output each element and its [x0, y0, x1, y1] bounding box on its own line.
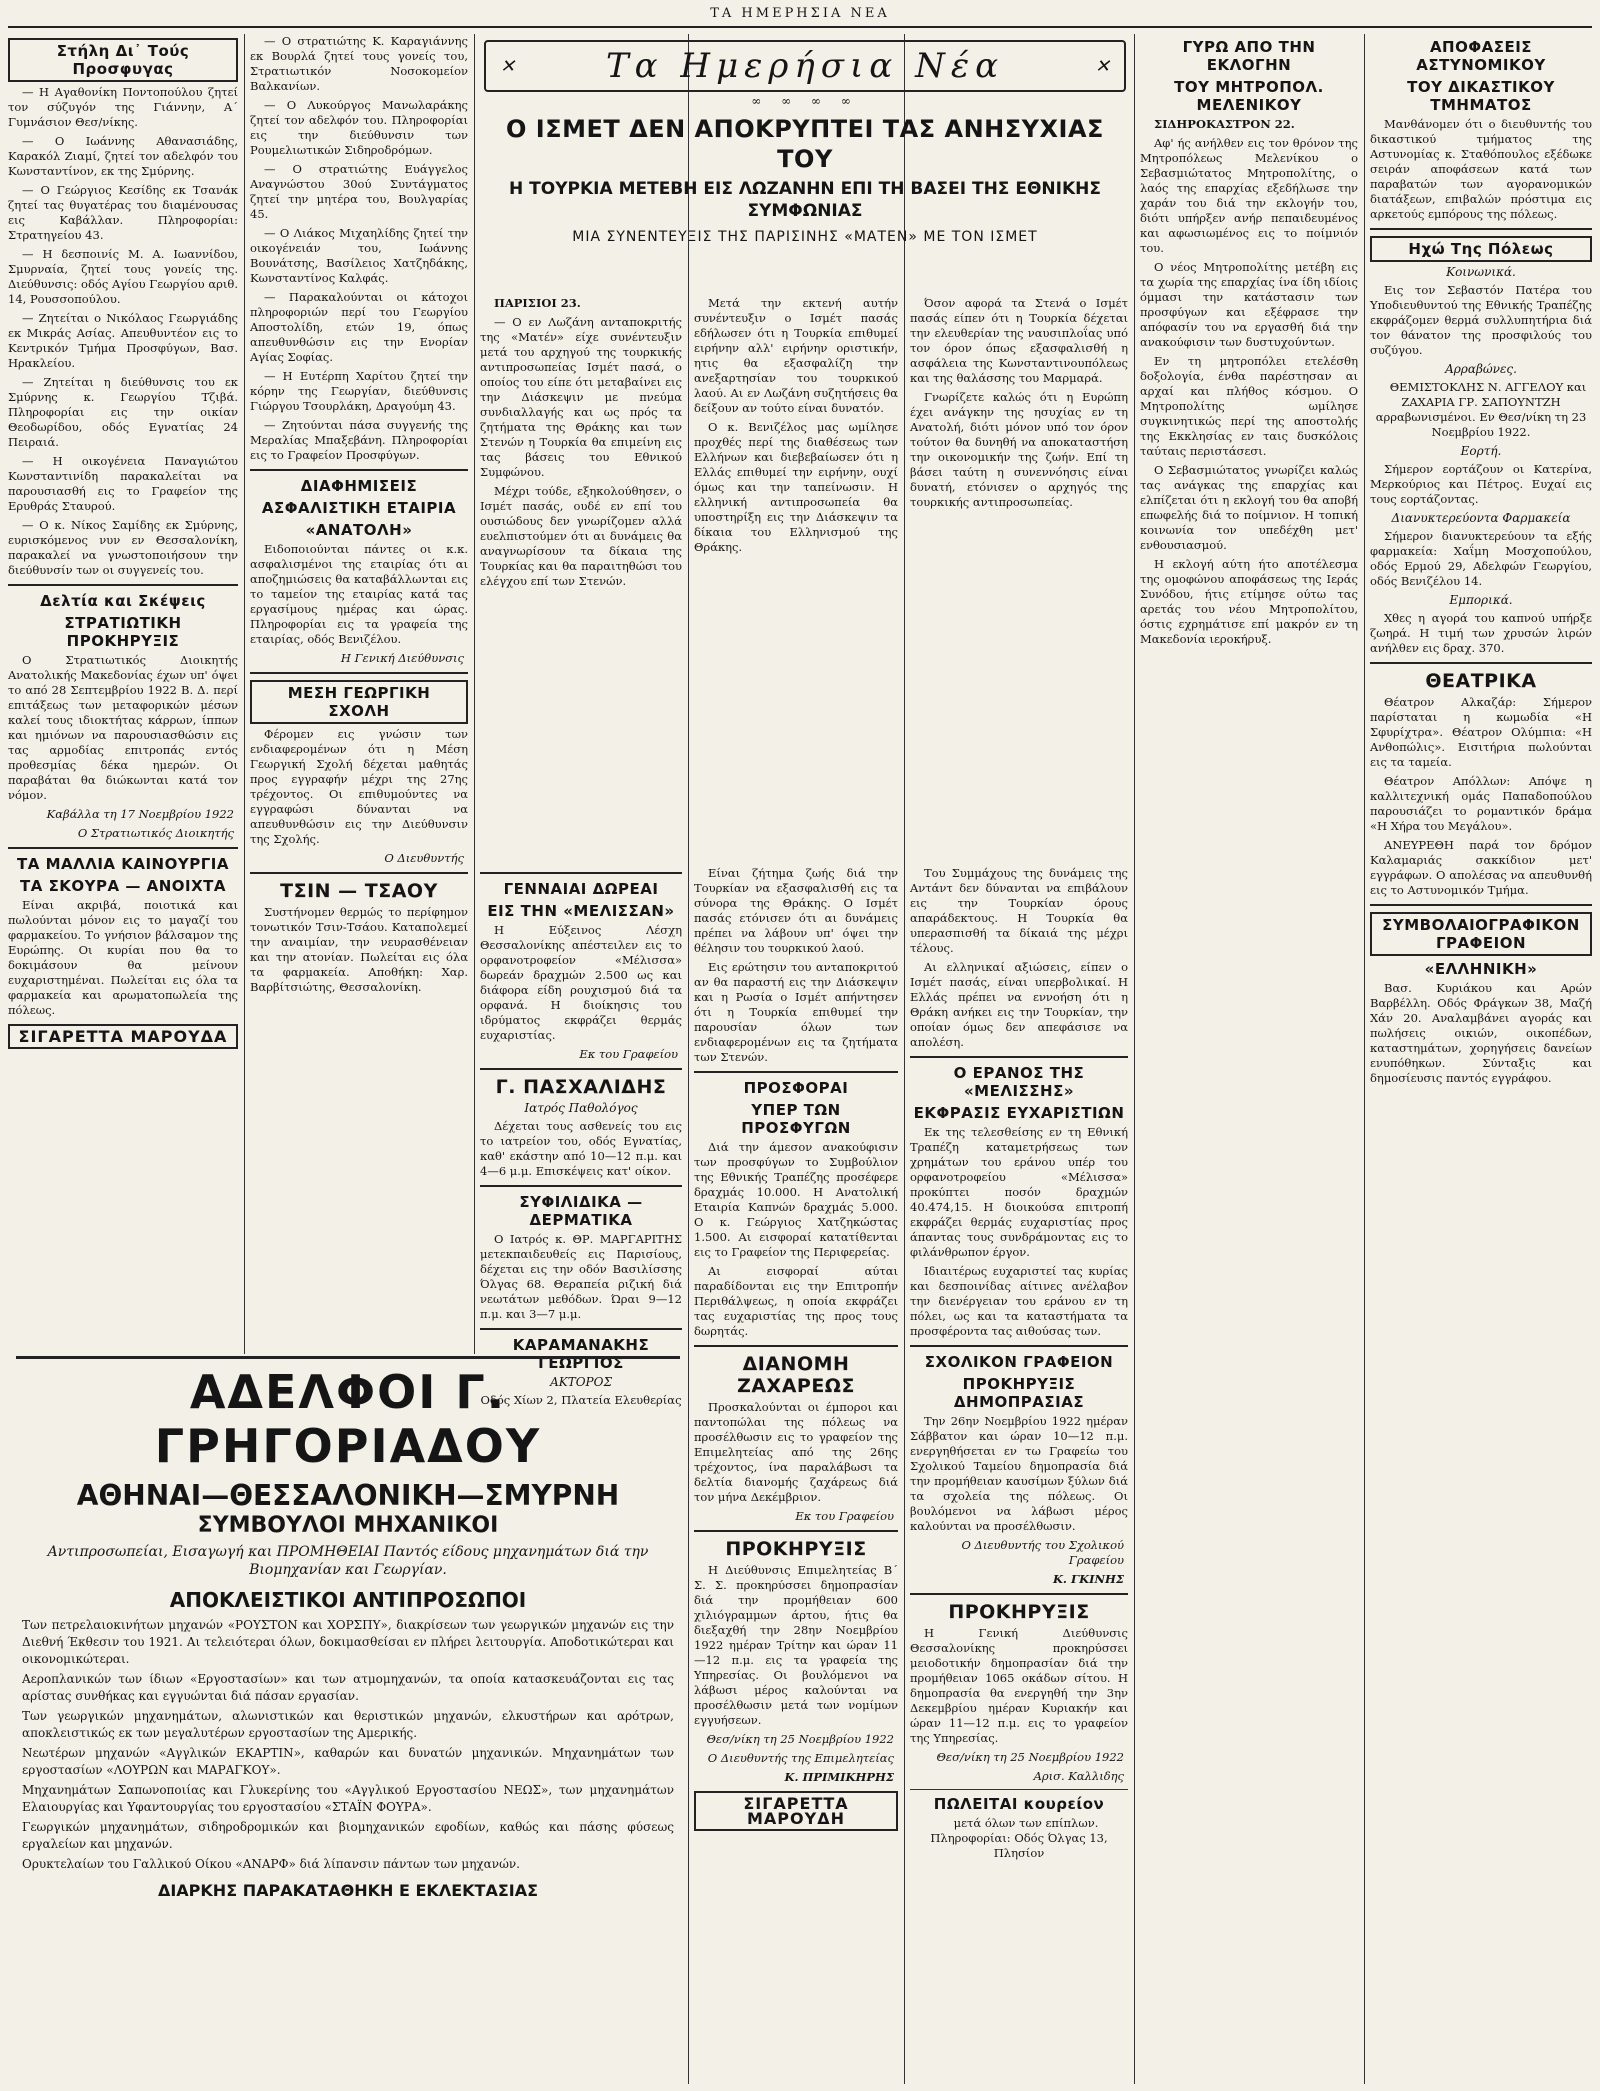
divider: [910, 1056, 1128, 1058]
article-paragraph: Χθες η αγορά του καπνού υπήρξε ζωηρά. Η τιμή των χρυσών λιρών ανήλθεν εις δραχ. 370.: [1370, 611, 1592, 655]
ornament-icon: ✕: [1094, 56, 1110, 77]
section-heading: ΠΡΟΣΦΟΡΑΙ: [743, 1079, 849, 1097]
article-paragraph: ΑΝΕΥΡΕΘΗ παρά τον δρόμον Καλαμαριάς σακκίδιον μετ' εγγράφων. Ο απολέσας να απευθυνθή εις το Αστυνομικόν Τμήμα.: [1370, 838, 1592, 897]
section-heading: ΣΥΜΒΟΛΑΙΟΓΡΑΦΙΚΟΝ ΓΡΑΦΕΙΟΝ: [1370, 912, 1592, 956]
divider: [480, 1328, 682, 1330]
notice: — Ζητείται ο Νικόλαος Γεωργιάδης εκ Μικράς Ασίας. Απευθυντέον εις το Κεντρικόν Τμήμα Προσφύγων, Βασ. Ηρακλείου.: [8, 311, 238, 370]
article-paragraph: — Ο εν Λωζάνη ανταποκριτής της «Ματέν» είχε συνέντευξιν μετά του αρχηγού της τουρκικής αντιπροσωπείας Ισμέτ πασά, ο οποίος του είπε ότι μεταβαίνει εις την Διάσκεψιν με πνεύμα συνδιαλλαγής και ως πρός τα ζητήματα της Θράκης και των Στενών η Τουρκία θα επιμείνη εις τας βάσεις του Εθνικού Συμφώνου.: [480, 315, 682, 479]
main-subheadline: Η ΤΟΥΡΚΙΑ ΜΕΤΕΒΗ ΕΙΣ ΛΩΖΑΝΗΝ ΕΠΙ ΤΗ ΒΑΣΕΙ ΤΗΣ ΕΘΝΙΚΗΣ ΣΥΜΦΩΝΙΑΣ: [509, 179, 1101, 221]
advert-text: Δέχεται τους ασθενείς του εις το ιατρείον του, οδός Εγνατίας, καθ' εκάστην από 10—12 π.μ. και 4—6 μ.μ. Επισκέψεις κατ' οίκον.: [480, 1119, 682, 1178]
column-5-lower: [910, 866, 1128, 2076]
signature: Ο Διευθυντής: [384, 851, 464, 865]
section-heading: «ΑΝΑΤΟΛΗ»: [305, 521, 413, 539]
divider: [480, 872, 682, 874]
divider: [694, 1530, 898, 1532]
section-heading: ΑΣΦΑΛΙΣΤΙΚΗ ΕΤΑΙΡΙΑ: [261, 499, 457, 517]
article-paragraph: Εις τον Σεβαστόν Πατέρα του Υποδιευθυντού της Εθνικής Τραπέζης εκφράζομεν θερμά συλλυπητήρια διά τον θάνατον της προσφιλούς του συζύγου.: [1370, 283, 1592, 357]
article-paragraph: Μετά την εκτενή αυτήν συνέντευξιν ο Ισμέτ πασάς εδήλωσεν ότι η Τουρκία επιθυμεί ειρήνην αλλ' ειρήνην οριστικήν, ητις θα εξασφαλίζη την ανεξαρτησίαν του τουρκικού λαού. Αι εν Λωζάνη συζητήσεις θα δείξουν αν τούτο είναι δυνατόν.: [694, 296, 898, 415]
article-paragraph: Θέατρον Αλκαζάρ: Σήμερον παρίσταται η κωμωδία «Η Σφυρίχτρα». Θέατρον Ολύμπια: «Η Ανθοπώλις». Εισιτήρια πωλούνται εις τα ταμεία.: [1370, 695, 1592, 769]
signature: Ο Διευθυντής του Σχολικού Γραφείου: [961, 1538, 1124, 1567]
subheading: Εμπορικά.: [1449, 593, 1513, 607]
article-paragraph: Ο νέος Μητροπολίτης μετέβη εις τα χωρία της επαρχίας ίνα ίδη ιδίοις όμμασι την κατάστασιν των προσφύγων και εξέφρασε την απόφασίν του να εργασθή διά την ανακούφισιν των δυστυχούντων.: [1140, 260, 1358, 349]
section-heading: ΤΟΥ ΔΙΚΑΣΤΙΚΟΥ ΤΜΗΜΑΤΟΣ: [1407, 78, 1555, 114]
section-heading: ΕΙΣ ΤΗΝ «ΜΕΛΙΣΣΑΝ»: [487, 902, 675, 920]
notice: — Ο στρατιώτης Κ. Καραγιάννης εκ Βουρλά ζητεί τους γονείς του, Στρατιωτικόν Νοσοκομείον Βαλκανίων.: [250, 34, 468, 93]
signature: Η Γενική Διεύθυνσις: [340, 651, 464, 665]
article-paragraph: Όσον αφορά τα Στενά ο Ισμέτ πασάς είπεν ότι η Τουρκία δέχεται την ελευθερίαν της ναυσιπλοΐας υπό τον όρον όπως εξασφαλισθή η ασφάλεια της Κωνσταντινουπόλεως και της θαλάσσης του Μαρμαρά.: [910, 296, 1128, 385]
signature: Αρισ. Καλλιδης: [1033, 1769, 1124, 1783]
article-paragraph: Διά την άμεσον ανακούφισιν των προσφύγων το Συμβούλιον της Εθνικής Τραπέζης προσέφερε δραχμάς 10.000. Η Ανατολική Εταιρία Καπνών δραχμάς 5.000. Ο κ. Γεώργιος Χατζηκώστας 1.500. Αι εισφοραί κατατίθενται εις το Γραφείον της Περιφερείας.: [694, 1140, 898, 1259]
section-heading: ΣΧΟΛΙΚΟΝ ΓΡΑΦΕΙΟΝ: [924, 1353, 1114, 1371]
section-heading: ΤΣΙΝ — ΤΣΑΟΥ: [280, 880, 438, 902]
article-paragraph: Μέχρι τούδε, εξηκολούθησεν, ο Ισμέτ πασάς, ουδέ εν επί του ουσιώδους δεν γνωρίζομεν αλλά ευελπιστούμεν ότι αι δυνάμεις θα αναγνωρίσουν τα δίκαια της Τουρκίας και θα παραιτηθώσι του ελέγχου επί των Στενών.: [480, 484, 682, 588]
top-ribbon: [8, 6, 1592, 28]
divider: [1370, 904, 1592, 906]
column-rule: [244, 34, 245, 1354]
article-paragraph: Η εκλογή αύτη ήτο αποτέλεσμα της ομοφώνου αποφάσεως της Ιεράς Συνόδου, ήτις ετίμησε ούτω τας αρετάς του νέου Μητροπολίτου, όστις εχρημάτισε επί μακρόν εν τη Μακεδονία ιεροκήρυξ.: [1140, 557, 1358, 646]
article-paragraph: Η Γενική Διεύθυνσις Θεσσαλονίκης προκηρύσσει μειοδοτικήν δημοπρασίαν διά την προμήθειαν 1065 οκάδων σίτου. Η δημοπρασία θα ενεργηθή την 3ην Δεκεμβρίου ημέραν Κυριακήν και ώραν 11—12 π.μ. εις το γραφείον της Υπηρεσίας.: [910, 1626, 1128, 1745]
article-paragraph: Αι εισφοραί αύται παραδίδονται εις την Επιτροπήν Περιθάλψεως, η οποία εκφράζει τας ευχαριστίας της προς τους δωρητάς.: [694, 1264, 898, 1338]
newspaper-page: [8, 6, 1592, 2085]
divider: [8, 584, 238, 586]
column-rule: [1364, 34, 1365, 2084]
main-headline: Ο ΙΣΜΕΤ ΔΕΝ ΑΠΟΚΡΥΠΤΕΙ ΤΑΣ ΑΝΗΣΥΧΙΑΣ ΤΟΥ: [506, 115, 1104, 173]
ad-subtitle: ΣΥΜΒΟΥΛΟΙ ΜΗΧΑΝΙΚΟΙ: [197, 1513, 499, 1538]
divider: [8, 847, 238, 849]
signature: Ο Διευθυντής της Επιμελητείας: [707, 1751, 894, 1765]
notice: — Η δεσποινίς Μ. Α. Ιωαννίδου, Σμυρναία, ζητεί τους γονείς της. Διεύθυνσις: οδός Αγίου Γεωργίου αριθ. 14, Ρουσσοπούλου.: [8, 247, 238, 306]
signature: Κ. ΠΡΙΜΙΚΗΡΗΣ: [784, 1770, 894, 1784]
article-paragraph: Η Εύξεινος Λέσχη Θεσσαλονίκης απέστειλεν εις το ορφανοτροφείον «Μέλισσα» δωρεάν δραχμών 2.500 ως και διάφορα είδη ρουχισμού διά τα ορφανά. Η διοίκησις του ιδρύματος εκφράζει θερμάς ευχαριστίας.: [480, 923, 682, 1042]
section-heading: ΣΤΡΑΤΙΩΤΙΚΗ ΠΡΟΚΗΡΥΞΙΣ: [64, 614, 182, 650]
main-headline-block: [484, 114, 1126, 246]
article-paragraph: Γνωρίζετε καλώς ότι η Ευρώπη έχει ανάγκην της ησυχίας εν τη Ανατολή, διότι μόνον υπό τον όρον τούτον θα δυνηθή να αποκαταστήση την οικονομικήν της ζωήν. Επί τη βάσει ταύτη η συνεννόησις είναι δυνατή, ετόνισεν ο αρχηγός της τουρκικής αντιπροσωπείας.: [910, 390, 1128, 509]
list-item: Γεωργικών μηχανημάτων, σιδηροδρομικών και βιομηχανικών εφοδίων, καθώς και πάσης φύσεως εργαλείων και μηχανών.: [22, 1820, 674, 1851]
divider: [694, 1345, 898, 1347]
column-7: [1370, 34, 1592, 2084]
ad-line: Αντιπροσωπείαι, Εισαγωγή και ΠΡΟΜΗΘΕΙΑΙ Παντός είδους μηχανημάτων διά την Βιομηχανίαν και Γεωργίαν.: [47, 1544, 649, 1578]
section-heading: Γ. ΠΑΣΧΑΛΙΔΗΣ: [495, 1076, 667, 1098]
signature: Θεσ/νίκη τη 25 Νοεμβρίου 1922: [706, 1732, 894, 1746]
divider: [250, 872, 468, 874]
section-heading: ΠΡΟΚΗΡΥΞΙΣ ΔΗΜΟΠΡΑΣΙΑΣ: [953, 1375, 1085, 1411]
section-heading: ΚΑΡΑΜΑΝΑΚΗΣ ΓΕΩΡΓΙΟΣ: [512, 1336, 650, 1372]
divider: [480, 1068, 682, 1070]
article-paragraph: Εκ της τελεσθείσης εν τη Εθνική Τραπέζη καταμετρήσεως των χρημάτων του εράνου υπέρ του ορφανοτροφείου «Μέλισσα» προκύπτει ποσόν δραχμών 40.474,15. Η διοικούσα επιτροπή εκφράζει θερμάς ευχαριστίας προς άπαντας τους συνδράμοντας εις το φιλάνθρωπον έργον.: [910, 1125, 1128, 1259]
column-3-lower: [480, 866, 682, 1407]
notice: — Η Ευτέρπη Χαρίτου ζητεί την κόρην της Γεωργίαν, διεύθυνσις Γιώργου Τσουρλάκη, Δραγούμη 43.: [250, 369, 468, 413]
article-paragraph: Αι ελληνικαί αξιώσεις, είπεν ο Ισμέτ πασάς, είναι υπερβολικαί. Η Ελλάς πρέπει να εννοήση ότι η Θράκη ανήκει εις την Τουρκίαν, την οποίαν όμως δεν απεφάσισε να απολέση.: [910, 960, 1128, 1049]
dateline: ΣΙΔΗΡΟΚΑΣΤΡΟΝ 22.: [1154, 117, 1295, 131]
section-heading: ΓΕΝΝΑΙΑΙ ΔΩΡΕΑΙ: [503, 880, 659, 898]
article-paragraph: Ιδιαιτέρως ευχαριστεί τας κυρίας και δεσποινίδας αίτινες ανέλαβον την διενέργειαν του εράνου εν τη πόλει, ως και τα καταστήματα τα προσφέροντα τας αιθούσας των.: [910, 1264, 1128, 1338]
signature: Εκ του Γραφείου: [795, 1509, 894, 1523]
column-rule: [1134, 34, 1135, 2084]
divider: [694, 1071, 898, 1073]
section-heading: Δελτία και Σκέψεις: [40, 592, 206, 610]
notice: — Ο Ιωάννης Αθανασιάδης, Καρακόλ Ζιαμί, ζητεί τον αδελφόν του Κωνσταντίνον, εκ της Σμύρνης.: [8, 134, 238, 178]
notice: — Ο στρατιώτης Ευάγγελος Αναγνώστου 30ού Συντάγματος ζητεί την μητέρα του, Βουλγαρίας 45.: [250, 162, 468, 221]
article-paragraph: Είναι ζήτημα ζωής διά την Τουρκίαν να εξασφαλισθή εις τα σύνορα της Θράκης. Ο Ισμέτ πασάς ετόνισεν ότι αι δυνάμεις πρέπει να λάβουν υπ' όψει την θέλησιν του τουρκικού λαού.: [694, 866, 898, 955]
divider: [910, 1789, 1128, 1790]
notice: — Η οικογένεια Παναγιώτου Κωνσταντινίδη παρακαλείται να παρουσιασθή εις το Γραφείον της Ερυθράς Σταυρού.: [8, 454, 238, 513]
advert-text: Φέρομεν εις γνώσιν των ενδιαφερομένων ότι η Μέση Γεωργική Σχολή δέχεται μαθητάς προς εγγραφήν μέχρι της 27ης τρέχοντος. Οι επιθυμούντες να εγγραφώσι δύνανται να απευθυνθώσιν εις την Διεύθυνσιν της Σχολής.: [250, 727, 468, 846]
section-heading: Ηχώ Της Πόλεως: [1370, 236, 1592, 262]
section-heading: ΘΕΑΤΡΙΚΑ: [1425, 670, 1537, 692]
masthead-decoration: ∞ ∞ ∞ ∞: [751, 94, 859, 108]
divider: [910, 1593, 1128, 1595]
main-deck: ΜΙΑ ΣΥΝΕΝΤΕΥΞΙΣ ΤΗΣ ΠΑΡΙΣΙΝΗΣ «ΜΑΤΕΝ» ΜΕ ΤΟΝ ΙΣΜΕΤ: [572, 229, 1038, 245]
notice: — Η Αγαθονίκη Ποντοπούλου ζητεί τον σύζυγόν της Γιάννην, Α΄ Γυμνάσιον Θεσ/νίκης.: [8, 85, 238, 129]
article-paragraph: Εν τη μητροπόλει ετελέσθη δοξολογία, ένθα παρέστησαν αι αρχαί και πλήθος κόσμου. Ο Μητροπολίτης ωμίλησε συγκινητικώς περί της αποστολής της Εκκλησίας εν ταις δυσκόλοις ταύταις περιστάσεσι.: [1140, 354, 1358, 458]
advert-text: μετά όλων των επίπλων. Πληροφορίαι: Οδός Όλγας 13, Πλησίον: [930, 1816, 1108, 1860]
main-article-col-b: [694, 296, 898, 856]
article-paragraph: Ο Στρατιωτικός Διοικητής Ανατολικής Μακεδονίας έχων υπ' όψει το από 28 Σεπτεμβρίου 1922 Β. Δ. περί επιτάξεως των μεταφορικών μέσων καλεί τους ιδιοκτήτας κάρρων, ίππων και ημιόνων να παρουσιασθώσιν εις τας αρμοδίας επιτροπάς εντός προθεσμίας δέκα ημερών. Οι παραβάται θα διώκωνται κατά τον νόμον.: [8, 653, 238, 802]
list-item: Των γεωργικών μηχανημάτων, αλωνιστικών και θεριστικών μηχανών, ελκυστήρων και αρότρων, αποκλειστικώς εκ των μεγαλυτέρων εργοστασίων της Αμερικής.: [22, 1709, 674, 1740]
section-heading: ΕΚΦΡΑΣΙΣ ΕΥΧΑΡΙΣΤΙΩΝ: [913, 1104, 1125, 1122]
top-ribbon-title: ΤΑ ΗΜΕΡΗΣΙΑ ΝΕΑ: [710, 6, 890, 21]
advert-text: Ειδοποιούνται πάντες οι κ.κ. ασφαλισμένοι της εταιρίας ότι αι αποζημιώσεις θα καταβάλλωνται εις το ταμείον της εταιρίας κατά τας εργασίμους ημέρας και ώρας. Πληροφορίαι εις τα γραφεία της εταιρίας, οδός Βενιζέλου.: [250, 542, 468, 646]
ad-footer: ΔΙΑΡΚΗΣ ΠΑΡΑΚΑΤΑΘΗΚΗ Ε ΕΚΛΕΚΤΑΣΙΑΣ: [157, 1881, 539, 1900]
column-4-lower: [694, 866, 898, 2076]
main-article-col-a: [480, 296, 682, 856]
notice: — Παρακαλούνται οι κάτοχοι πληροφοριών περί του Γεωργίου Αποστολίδη, ετών 19, όπως απευθυνθώσιν εις την Ενορίαν Αγίας Σοφίας.: [250, 290, 468, 364]
advert-text: Βασ. Κυριάκου και Αρών Βαρβέλλη. Οδός Φράγκων 38, Μαζή Χάν 20. Αναλαμβάνει αγοράς και πωλήσεις οικιών, οικοπέδων, καταστημάτων, χορηγήσεις δανείων ενυπόθηκων. Σύνταξις και δημοσίευσις παντός εγγράφου.: [1370, 981, 1592, 1085]
article-paragraph: Μανθάνομεν ότι ο διευθυντής του δικαστικού τμήματος της Αστυνομίας κ. Σταθόπουλος εξέδωκε σειράν αποφάσεων κατά των παραβατών των αγορανομικών διατάξεων, επιβαλών πρόστιμα εις αρκετούς εμπόρους της πόλεως.: [1370, 117, 1592, 221]
dateline: ΠΑΡΙΣΙΟΙ 23.: [494, 296, 581, 310]
article-paragraph: Ο Σεβασμιώτατος γνωρίζει καλώς τας ανάγκας της επαρχίας και ελπίζεται ότι η εκλογή του θα αποβή επωφελής διά το ποίμνιον. Η τοπική κοινωνία τον υπεδέχθη μετ' ενθουσιασμού.: [1140, 463, 1358, 552]
section-heading: ΤΑ ΣΚΟΥΡΑ — ΑΝΟΙΧΤΑ: [20, 877, 226, 895]
section-heading: ΔΙΑΝΟΜΗ ΖΑΧΑΡΕΩΣ: [737, 1353, 855, 1397]
subheading: ΑΚΤΟΡΟΣ: [550, 1375, 612, 1389]
signature: Εκ του Γραφείου: [579, 1047, 678, 1061]
divider: [480, 1185, 682, 1187]
notice: — Ο Λιάκος Μιχαηλίδης ζητεί την οικογένειάν του, Ιωάννης Βουνάτσης, Βασίλειος Χατζηδάκης, Κωνσταντίνος Καλφάς.: [250, 226, 468, 285]
section-heading: Ο ΕΡΑΝΟΣ ΤΗΣ «ΜΕΛΙΣΣΗΣ»: [953, 1064, 1085, 1100]
column-rule: [904, 34, 905, 2084]
section-heading: Στήλη Δι᾽ Τούς Προσφυγας: [8, 38, 238, 82]
section-heading: ΔΙΑΦΗΜΙΣΕΙΣ: [300, 477, 418, 495]
signature: Θεσ/νίκη τη 25 Νοεμβρίου 1922: [936, 1750, 1124, 1764]
section-heading: ΓΥΡΩ ΑΠΟ ΤΗΝ ΕΚΛΟΓΗΝ: [1182, 38, 1316, 74]
section-heading: ΠΩΛΕΙΤΑΙ κουρείον: [933, 1795, 1105, 1813]
masthead-title: Τα Ημερήσια Νέα: [605, 46, 1005, 86]
list-item: Των πετρελαιοκινήτων μηχανών «ΡΟΥΣΤΟΝ και ΧΟΡΣΠΥ», διακρίσεων των γεωργικών μηχανών εις την Διεθνή Έκθεσιν του 1921. Αι τελειότεραι όλων, δοκιμασθείσαι εν πλήρει λειτουργία. Αποδοτικώτεραι και οικονομικώτεραι.: [22, 1618, 674, 1666]
column-rule: [688, 34, 689, 2084]
column-6: [1140, 34, 1358, 2084]
article-paragraph: Αφ' ής ανήλθεν εις τον θρόνον της Μητροπόλεως Μελενίκου ο Σεβασμιώτατος Μητροπολίτης, ο λαός της επαρχίας εξεδήλωσε την χαράν του διά την εκλογήν του, διότι υπήρξεν ανήρ πεπαιδευμένος και αφωσιωμένος εις το ποίμνιόν του.: [1140, 136, 1358, 255]
address: Οδός Χίων 2, Πλατεία Ελευθερίας: [480, 1393, 682, 1407]
main-article-col-c: [910, 296, 1128, 856]
section-heading: ΤΟΥ ΜΗΤΡΟΠΟΛ. ΜΕΛΕΝΙΚΟΥ: [1174, 78, 1324, 114]
subheading: Κοινωνικά.: [1446, 265, 1516, 279]
article-paragraph: Η Διεύθυνσις Επιμελητείας Β΄ Σ. Σ. προκηρύσσει δημοπρασίαν διά την προμήθειαν 600 χιλιόγραμμων άρτου, ήτις θα διεξαχθή την 28ην Νοεμβρίου 1922 ημέραν Τρίτην και ώραν 11—12 π.μ. εις τα γραφεία της Υπηρεσίας. Οι βουλόμενοι να λάβωσι μέρος καλούνται να προσέλθωσιν μετά των νομίμων εγγυήσεων.: [694, 1563, 898, 1727]
ad-title: ΑΔΕΛΦΟΙ Γ. ΓΡΗΓΟΡΙΑΔΟΥ: [154, 1365, 542, 1473]
ad-list: [16, 1617, 680, 1873]
list-item: Μηχανημάτων Σαπωνοποιίας και Γλυκερίνης του «Αγγλικού Εργοστασίου ΝΕΩΣ», των μηχανημάτων Ελαιουργίας και Υφαντουργίας του εργοστασίου «ΣΤΑΪΝ ΦΟΥΡΑ».: [22, 1783, 674, 1814]
article-paragraph: ΘΕΜΙΣΤΟΚΛΗΣ Ν. ΑΓΓΕΛΟΥ και ΖΑΧΑΡΙΑ ΓΡ. ΣΑΠΟΥΝΤΖΗ αρραβωνισμένοι. Εν Θεσ/νίκη τη 23 Νοεμβρίου 1922.: [1375, 380, 1587, 439]
article-paragraph: Θέατρον Απόλλων: Απόψε η καλλιτεχνική ομάς Παπαδοπούλου παρουσιάζει το ρομαντικόν δράμα «Η Χήρα του Μεγάλου».: [1370, 774, 1592, 833]
divider: [1370, 662, 1592, 664]
notice: — Ο κ. Νίκος Σαμίδης εκ Σμύρνης, ευρισκόμενος νυν εν Θεσσαλονίκη, παρακαλεί να γνωστοποιήσουν την διεύθυνσίν των οι συγγενείς του.: [8, 518, 238, 577]
notice: — Ζητούνται πάσα συγγενής της Μεραλίας Μπαξεβάνη. Πληροφορίαι εις το Γραφείον Προσφύγων.: [250, 418, 468, 462]
divider: [250, 469, 468, 471]
article-paragraph: Την 26ην Νοεμβρίου 1922 ημέραν Σάββατον και ώραν 10—12 π.μ. ενεργηθήσεται εν τω Γραφείω του Σχολικού Ταμείου δημοπρασία διά την προμήθειαν καυσίμων ξύλων διά τα σχολεία της πόλεως. Οι βουλόμενοι να λάβωσι μέρος καλούνται να προσέλθωσιν.: [910, 1414, 1128, 1533]
notice: — Ζητείται η διεύθυνσις του εκ Σμύρνης κ. Γεωργίου Τζιβά. Πληροφορίαι εις την οικίαν Θεοδωρίδου, οδός Εγνατίας 24 Πειραιά.: [8, 375, 238, 449]
article-paragraph: Εις ερώτησιν του ανταποκριτού αν θα παραστή εις την Διάσκεψιν και η Ρωσία ο Ισμέτ απήντησεν ότι η Τουρκία επιθυμεί την παρουσίαν όλων των ενδιαφερομένων εις τα ζητήματα των Στενών.: [694, 960, 898, 1064]
signature: Κ. ΓΚΙΝΗΣ: [1052, 1572, 1124, 1586]
section-heading: ΣΥΦΙΛΙΔΙΚΑ — ΔΕΡΜΑΤΙΚΑ: [519, 1193, 643, 1229]
notice: — Ο Γεώργιος Κεσίδης εκ Τσανάκ ζητεί τας θυγατέρας του διαμένουσας εις Καβάλλαν. Πληροφορίαι: Στρατηγείου 43.: [8, 183, 238, 242]
cigarette-banner: ΣΙΓΑΡΕΤΤΑ ΜΑΡΟΥΔΗ: [694, 1791, 898, 1831]
list-item: Αεροπλανικών των ίδιων «Εργοστασίων» και των ατμομηχανών, τα οποία κατασκευάζονται εις τας αρίστας συνθήκας και εγγυώνται διά πάσαν εργασίαν.: [22, 1672, 674, 1703]
ornament-icon: ✕: [500, 56, 516, 77]
advert-text: Ο Ιατρός κ. ΘΡ. ΜΑΡΓΑΡΙΤΗΣ μετεκπαιδευθείς εις Παρισίους, δέχεται εις την οδόν Βασιλίσσης Όλγας 68. Θεραπεία ριζική διά νεωτάτων μεθόδων. Ώραι 9—12 π.μ. και 3—7 μ.μ.: [480, 1232, 682, 1321]
section-heading: ΠΡΟΚΗΡΥΞΙΣ: [725, 1538, 867, 1560]
column-rule: [474, 34, 475, 1354]
article-paragraph: Προσκαλούνται οι έμποροι και παντοπώλαι της πόλεως να προσέλθωσιν εις το γραφείον της Επιμελητείας από της 26ης τρέχοντος, ίνα παραλάβωσι τα δελτία διανομής ζαχάρεως διά τον μήνα Δεκέμβριον.: [694, 1400, 898, 1504]
advert-text: Είναι ακριβά, ποιοτικά και πωλούνται μόνον εις το μαγαζί του φαρμακείου. Το γνήσιον βάλσαμον της Ευρώπης. Οι κυρίαι που θα το δοκιμάσουν θα μείνουν ευχαριστημέναι. Πωλείται εις όλα τα φαρμακεία και αρωματοπωλεία της πόλεως.: [8, 898, 238, 1017]
section-heading: ΠΡΟΚΗΡΥΞΙΣ: [948, 1601, 1090, 1623]
list-item: Ορυκτελαίων του Γαλλικού Οίκου «ΑΝΑΡΦ» διά λίπανσιν πάντων των μηχανών.: [22, 1857, 520, 1871]
section-heading: ΥΠΕΡ ΤΩΝ ΠΡΟΣΦΥΓΩΝ: [741, 1101, 851, 1137]
article-paragraph: Του Συμμάχους της δυνάμεις της Αντάντ δεν δύνανται να επιβάλουν εις την Τουρκίαν όρους απαράδεκτους. Η Τουρκία θα υπερασπισθή τα δίκαιά της μέχρι τέλους.: [910, 866, 1128, 955]
subheading: Ιατρός Παθολόγος: [524, 1101, 638, 1115]
divider: [910, 1345, 1128, 1347]
column-1: [8, 34, 238, 1354]
signature: Ο Στρατιωτικός Διοικητής: [77, 826, 234, 840]
notice: — Ο Λυκούργος Μανωλαράκης ζητεί τον αδελφόν του. Πληροφορίαι εις την διεύθυνσιν των Ρουμελιωτικών Σιδηροδρόμων.: [250, 98, 468, 157]
signature: Καβάλλα τη 17 Νοεμβρίου 1922: [46, 807, 234, 821]
masthead: [484, 40, 1126, 92]
subheading: Διανυκτερεύοντα Φαρμακεία: [1391, 511, 1571, 525]
subheading: Εορτή.: [1460, 444, 1502, 458]
article-paragraph: Σήμερον εορτάζουν οι Κατερίνα, Μερκούριος και Πέτρος. Ευχαί εις τους εορτάζοντας.: [1370, 462, 1592, 506]
subheading: Αρραβώνες.: [1445, 362, 1517, 376]
ad-agents-heading: ΑΠΟΚΛΕΙΣΤΙΚΟΙ ΑΝΤΙΠΡΟΣΩΠΟΙ: [169, 1588, 527, 1612]
ad-cities: ΑΘΗΝΑΙ—ΘΕΣΣΑΛΟΝΙΚΗ—ΣΜΥΡΝΗ: [76, 1479, 620, 1512]
cigarette-banner: ΣΙΓΑΡΕΤΤΑ ΜΑΡΟΥΔΑ: [8, 1024, 238, 1049]
divider: [1370, 228, 1592, 230]
column-2: [250, 34, 468, 1354]
section-heading: ΜΕΣΗ ΓΕΩΡΓΙΚΗ ΣΧΟΛΗ: [250, 680, 468, 724]
section-heading: «ΕΛΛΗΝΙΚΗ»: [1424, 960, 1538, 978]
article-paragraph: Ο κ. Βενιζέλος μας ωμίλησε προχθές περί της διαθέσεως των Ελλήνων και διεβεβαίωσεν ότι η Ελλάς επιθυμεί την ειρήνην, ουχί όμως και την ταπείνωσιν. Η ελληνική αντιπροσωπεία θα υποστηρίξη εις την Διάσκεψιν τα δίκαια του Ελληνισμού της Θράκης.: [694, 420, 898, 554]
section-heading: ΤΑ ΜΑΛΛΙΑ ΚΑΙΝΟΥΡΓΙΑ: [17, 855, 229, 873]
section-heading: ΑΠΟΦΑΣΕΙΣ ΑΣΤΥΝΟΜΙΚΟΥ: [1416, 38, 1546, 74]
list-item: Νεωτέρων μηχανών «Αγγλικών ΕΚΑΡΤΙΝ», καθαρών και δυνατών μηχανικών. Μηχανημάτων των εργοστασίων «ΛΟΥΡΩΝ και ΜΑΡΑΓΚΟΥ».: [22, 1746, 674, 1777]
article-paragraph: Σήμερον διανυκτερεύουν τα εξής φαρμακεία: Χαΐμη Μοσχοπούλου, οδός Ερμού 29, Αδελφών Γεωργίου, οδός Βενιζέλου 14.: [1370, 529, 1592, 588]
grigoriadou-advertisement: [16, 1356, 680, 2085]
advert-text: Συστήνομεν θερμώς το περίφημον τονωτικόν Τσιν-Τσάου. Καταπολεμεί την αναιμίαν, την νευρασθένειαν και την ατονίαν. Πωλείται εις όλα τα φαρμακεία. Αποθήκη: Χαρ. Βαρβίτσιώτης, Θεσσαλονίκη.: [250, 905, 468, 994]
divider: [250, 672, 468, 674]
